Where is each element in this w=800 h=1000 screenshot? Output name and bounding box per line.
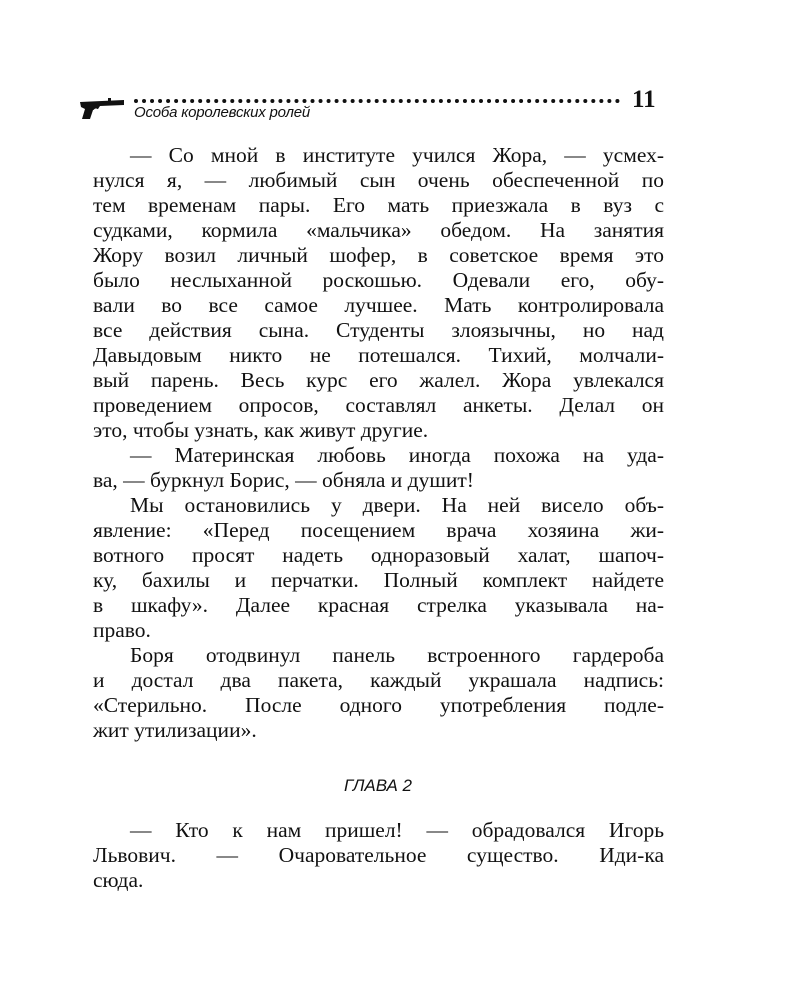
text-line: Львович. — Очаровательное существо. Иди-ка bbox=[93, 843, 664, 867]
text-line: жит утилизации». bbox=[93, 718, 257, 742]
header-dotted-rule bbox=[134, 99, 620, 103]
revolver-icon bbox=[78, 94, 126, 122]
text-line: сюда. bbox=[93, 868, 144, 892]
text-line: вали во все самое лучшее. Мать контролировала bbox=[93, 293, 664, 317]
text-line: Давыдовым никто не потешался. Тихий, молчали- bbox=[93, 343, 664, 367]
text-line: это, чтобы узнать, как живут другие. bbox=[93, 418, 429, 442]
text-line: тем временам пары. Его мать приезжала в вуз с bbox=[93, 193, 664, 217]
running-title: Особа королевских ролей bbox=[134, 104, 311, 121]
text-line: вый парень. Весь курс его жалел. Жора увлекался bbox=[93, 368, 664, 392]
text-line: — Кто к нам пришел! — обрадовался Игорь bbox=[130, 818, 664, 842]
text-line: в шкафу». Далее красная стрелка указывала на- bbox=[93, 593, 664, 617]
text-line: «Стерильно. После одного употребления подле- bbox=[93, 693, 664, 717]
text-line: и достал два пакета, каждый украшала надпись: bbox=[93, 668, 664, 692]
text-line: ва, — буркнул Борис, — обняла и душит! bbox=[93, 468, 474, 492]
text-line: право. bbox=[93, 618, 151, 642]
text-line: явление: «Перед посещением врача хозяина жи- bbox=[93, 518, 664, 542]
text-line: все действия сына. Студенты злоязычны, но над bbox=[93, 318, 664, 342]
body-text bbox=[93, 143, 664, 743]
text-line: — Со мной в институте учился Жора, — усмех- bbox=[130, 143, 664, 167]
page-number: 11 bbox=[632, 86, 656, 113]
chapter-heading: ГЛАВА 2 bbox=[344, 776, 412, 795]
text-line: было неслыханной роскошью. Одевали его, обу- bbox=[93, 268, 664, 292]
text-line: Мы остановились у двери. На ней висело объ- bbox=[130, 493, 664, 517]
text-line: нулся я, — любимый сын очень обеспеченной по bbox=[93, 168, 664, 192]
text-line: ку, бахилы и перчатки. Полный комплект найдете bbox=[93, 568, 664, 592]
text-line: Боря отодвинул панель встроенного гардероба bbox=[130, 643, 664, 667]
text-line: судками, кормила «мальчика» обедом. На занятия bbox=[93, 218, 664, 242]
text-line: вотного просят надеть одноразовый халат, шапоч- bbox=[93, 543, 664, 567]
text-line: Жору возил личный шофер, в советское время это bbox=[93, 243, 664, 267]
chapter-text bbox=[93, 818, 664, 893]
text-line: — Материнская любовь иногда похожа на уда- bbox=[130, 443, 664, 467]
text-line: проведением опросов, составлял анкеты. Делал он bbox=[93, 393, 664, 417]
